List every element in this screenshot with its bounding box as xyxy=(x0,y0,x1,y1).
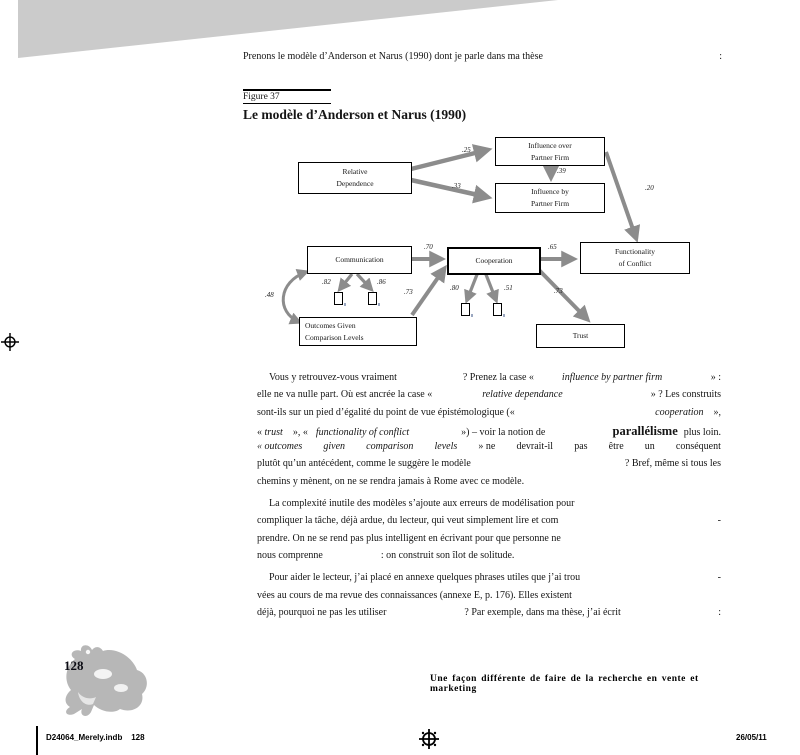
text-gap xyxy=(283,434,293,435)
text-segment: vées au cours de ma revue des connaissances (annexe E, p. 176). Elles existent xyxy=(257,589,572,601)
text-segment: être xyxy=(608,441,624,453)
text-segment: prendre. On ne se rend pas plus intelligent en écrivant pour que personne ne xyxy=(257,532,561,544)
box-cooperation xyxy=(447,247,541,275)
box-label: Communication xyxy=(335,255,384,265)
text-line xyxy=(257,372,721,389)
slug-filename: D24064_Merely.indb 128 xyxy=(46,733,145,742)
text-line xyxy=(257,424,721,441)
text-gap xyxy=(704,414,714,415)
box-label: Comparison Levels xyxy=(305,332,364,342)
text-line xyxy=(257,607,721,624)
text-segment: levels xyxy=(434,441,458,453)
coef-comm-ind2: .86 xyxy=(377,278,386,286)
text-gap xyxy=(432,396,482,397)
coef-comm-outcomes: .48 xyxy=(265,291,274,299)
text-segment: devrait-il xyxy=(516,441,554,453)
text-segment: ? Prenez la case « xyxy=(462,372,534,383)
text-segment: relative dependance xyxy=(482,389,563,401)
box-communication xyxy=(307,246,412,274)
coef-comm-ind1: .82 xyxy=(322,278,331,286)
text-segment: Prenons le modèle d’Anderson et Narus (1990) dont je parle dans ma thèse xyxy=(243,51,543,62)
text-gap xyxy=(409,434,461,435)
text-segment: Vous y retrouvez-vous vraiment xyxy=(269,372,397,383)
text-segment: ? Par exemple, dans ma thèse, j’ai écrit xyxy=(464,606,621,618)
text-segment: » ne xyxy=(478,441,496,453)
text-segment: plutôt qu’un antécédent, comme le suggère le modèle xyxy=(257,458,471,470)
text-segment: déjà, pourquoi ne pas les utiliser xyxy=(257,606,387,618)
text-segment: ») – voir la notion de xyxy=(461,426,546,438)
text-gap xyxy=(397,379,463,380)
text-segment: cooperation xyxy=(655,406,704,418)
coef-comm-coop: .70 xyxy=(424,243,433,251)
box-relative-dependence xyxy=(298,162,412,194)
indicator-square xyxy=(368,292,377,305)
text-segment: : xyxy=(718,606,721,618)
box-label: Trust xyxy=(572,331,589,341)
text-segment: » : xyxy=(710,372,721,383)
box-label: Partner Firm xyxy=(530,152,570,162)
text-gap xyxy=(534,379,562,380)
box-label: Relative xyxy=(342,167,368,177)
coef-coop-ind2: .51 xyxy=(504,284,513,292)
text-segment: comparison xyxy=(366,441,414,453)
body-text xyxy=(257,372,721,629)
text-line xyxy=(257,498,721,515)
text-line xyxy=(257,533,721,550)
text-segment: », « xyxy=(292,426,308,438)
box-trust xyxy=(536,324,625,348)
text-segment: elle ne va nulle part. Où est ancrée la case « xyxy=(257,389,433,401)
box-label: Partner Firm xyxy=(530,199,570,208)
coef-outcomes-coop: .73 xyxy=(404,288,413,296)
paragraph xyxy=(257,498,721,567)
coef-io-ib: .39 xyxy=(557,167,566,175)
box-label: Influence by xyxy=(531,187,569,197)
text-line xyxy=(257,476,721,493)
paragraph xyxy=(257,372,721,493)
text-segment: un xyxy=(644,441,655,453)
text-line xyxy=(257,550,721,567)
registration-target-left-icon xyxy=(1,333,19,351)
text-segment: », xyxy=(713,406,721,418)
footer-title: Une façon différente de faire de la recherche en vente et marketing xyxy=(430,674,699,694)
box-label: Outcomes Given xyxy=(305,320,356,330)
coef-io-fc: .20 xyxy=(645,184,654,192)
box-influence-by xyxy=(495,183,605,213)
text-segment: functionality of conflict xyxy=(315,426,410,438)
box-influence-over xyxy=(495,137,605,166)
page-number: 128 xyxy=(64,658,84,673)
text-segment: parallélisme xyxy=(612,423,678,438)
text-segment: compliquer la tâche, déjà ardue, du lecteur, qui veut simplement lire et com xyxy=(257,515,559,527)
slug-date: 26/05/11 xyxy=(736,733,767,742)
text-segment: Pour aider le lecteur, j’ai placé en annexe quelques phrases utiles que j’ai trou xyxy=(269,572,581,584)
box-functionality-of-conflict xyxy=(580,242,690,274)
box-label: Cooperation xyxy=(475,256,513,266)
text-segment: : on construit son îlot de solitude. xyxy=(380,549,515,561)
coef-rd-io: .25 xyxy=(462,146,471,154)
text-line xyxy=(257,515,721,532)
text-segment: given xyxy=(323,441,346,453)
text-segment: « outcomes xyxy=(257,441,303,453)
text-segment: » ? Les construits xyxy=(650,389,721,401)
box-label: Functionality xyxy=(615,247,655,257)
coef-rd-ib: .33 xyxy=(452,182,461,190)
text-gap xyxy=(323,557,381,558)
page-title: Le modèle d’Anderson et Narus (1990) xyxy=(243,107,467,122)
text-segment: La complexité inutile des modèles s’ajoute aux erreurs de modélisation pour xyxy=(269,498,575,510)
text-segment: conséquent xyxy=(675,441,721,453)
frog-icon xyxy=(58,640,152,718)
coef-coop-fc: .65 xyxy=(548,243,557,251)
text-gap xyxy=(386,614,464,615)
box-outcomes-given-comparison-levels xyxy=(299,317,417,346)
box-label: of Conflict xyxy=(618,259,652,268)
text-segment: : xyxy=(719,51,722,62)
text-line xyxy=(257,572,721,589)
text-segment: influence by partner firm xyxy=(561,372,663,383)
text-line xyxy=(257,458,721,475)
box-label: Influence over xyxy=(528,140,572,150)
text-line xyxy=(257,389,721,406)
text-segment: plus loin. xyxy=(683,426,721,438)
text-segment: pas xyxy=(574,441,588,453)
text-segment: trust xyxy=(264,426,283,438)
text-segment: sont-ils sur un pied d’égalité du point de vue épistémologique (« xyxy=(257,406,515,418)
text-segment: ? Bref, même si tous les xyxy=(624,458,721,470)
text-gap xyxy=(308,434,316,435)
coef-coop-trust: .73 xyxy=(554,287,563,295)
crop-mark-line xyxy=(36,726,38,755)
text-line xyxy=(257,407,721,424)
figure-label: Figure 37 xyxy=(243,89,331,104)
text-segment: - xyxy=(717,515,721,527)
text-line xyxy=(257,590,721,607)
text-line xyxy=(257,441,721,458)
text-segment: chemins y mènent, on ne se rendra jamais à Rome avec ce modèle. xyxy=(257,475,525,487)
text-segment: « xyxy=(257,426,265,438)
indicator-square xyxy=(461,303,470,316)
text-segment: - xyxy=(717,572,721,584)
paragraph xyxy=(257,572,721,624)
registration-target-bottom-icon xyxy=(419,729,439,749)
text-segment: nous comprenne xyxy=(257,549,323,561)
box-label: Dependence xyxy=(336,179,374,188)
coef-coop-ind1: .80 xyxy=(450,284,459,292)
indicator-square xyxy=(334,292,343,305)
indicator-square xyxy=(493,303,502,316)
